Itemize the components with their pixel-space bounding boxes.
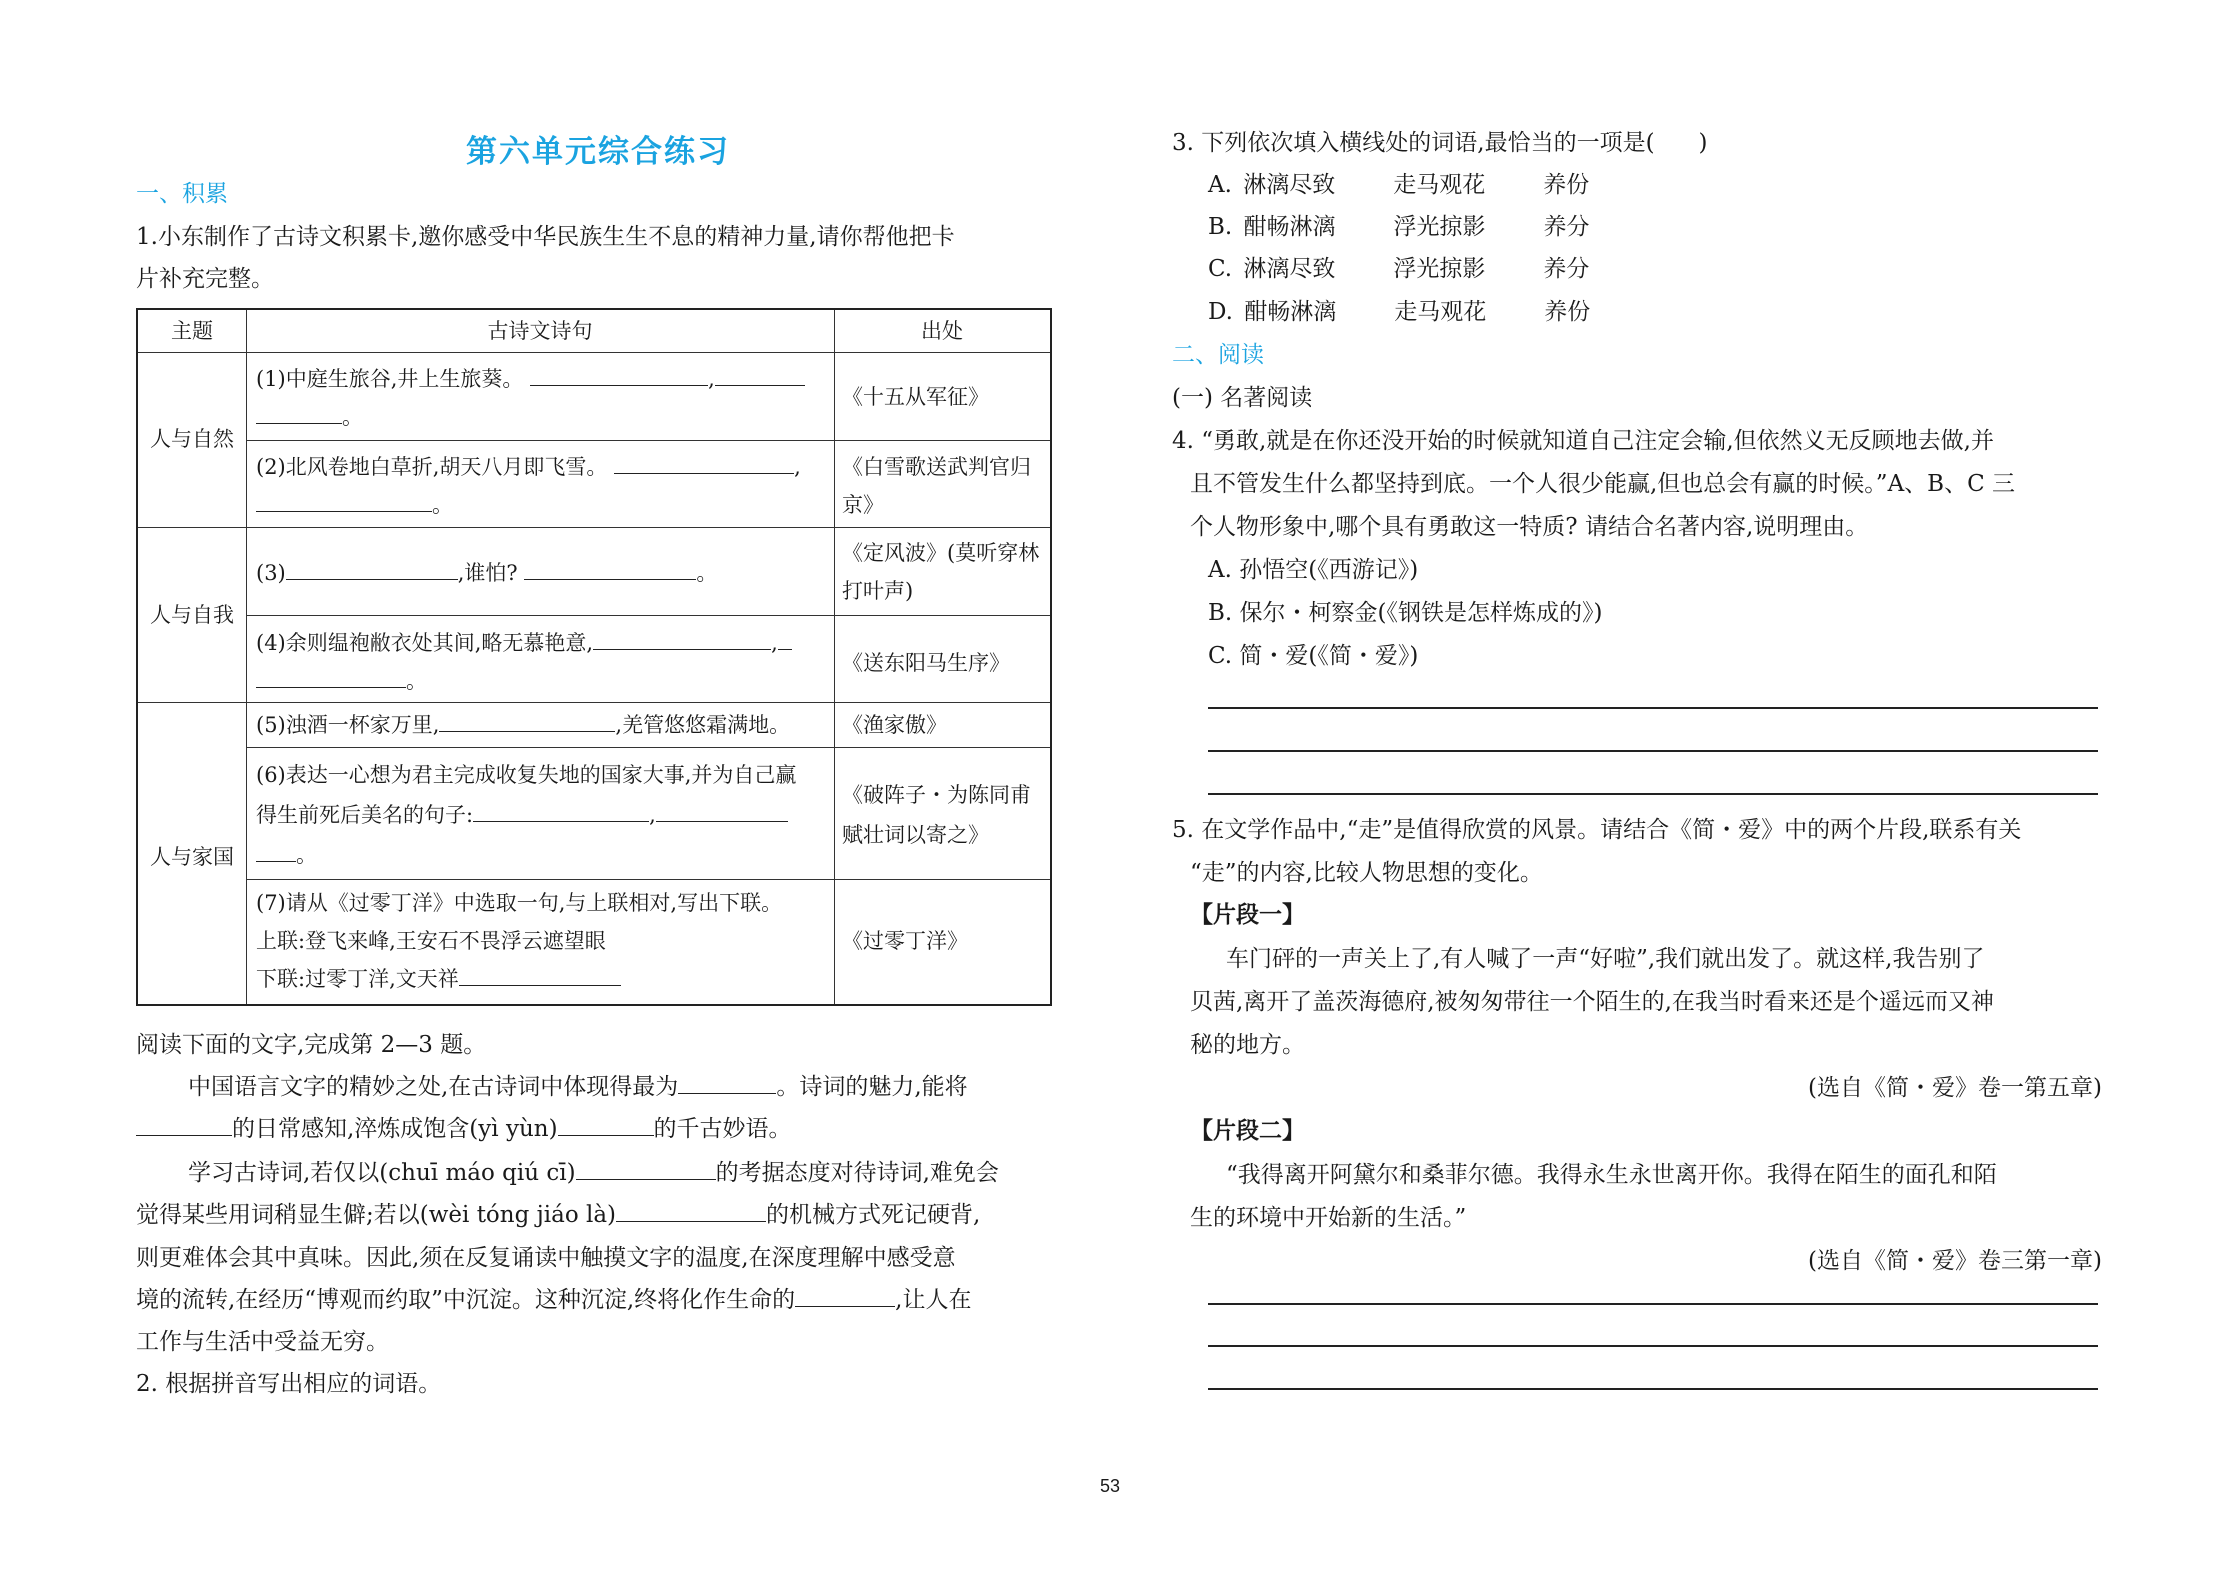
passage-line-3: 学习古诗词,若仅以(chuī máo qiú cī) 的考据态度对待诗词,难免会 xyxy=(188,1160,999,1186)
page-title: 第六单元综合练习 xyxy=(466,134,730,170)
question-1-line-1: 1.小东制作了古诗文积累卡,邀你感受中华民族生生不息的精神力量,请你帮他把卡 xyxy=(136,224,955,250)
q3-option-a[interactable]: A. 淋漓尽致 走马观花 养份 xyxy=(1208,172,1590,198)
fill-blank[interactable] xyxy=(530,365,708,386)
fragment-2-source: (选自《简・爱》卷三第一章) xyxy=(1808,1248,2102,1274)
question-5-line-1: 5. 在文学作品中,“走”是值得欣赏的风景。请结合《简・爱》中的两个片段,联系有关 xyxy=(1172,817,2022,843)
q3-option-b[interactable]: B. 酣畅淋漓 浮光掠影 养分 xyxy=(1208,214,1590,240)
fill-blank[interactable] xyxy=(439,711,615,732)
reading-instructions: 阅读下面的文字,完成第 2—3 题。 xyxy=(136,1032,487,1058)
source-row-3-line-2: 打叶声) xyxy=(842,579,914,603)
verse-row-2-cont: 。 xyxy=(256,486,453,524)
fill-blank[interactable] xyxy=(256,491,432,512)
fill-blank[interactable] xyxy=(715,365,805,386)
fill-blank[interactable] xyxy=(778,629,792,650)
fill-blank[interactable] xyxy=(473,801,649,822)
table-divider xyxy=(834,310,835,1004)
fill-blank[interactable] xyxy=(136,1115,232,1136)
verse-row-4-cont: 。 xyxy=(256,662,427,700)
fragment-1-line-3: 秘的地方。 xyxy=(1190,1032,1305,1058)
answer-line[interactable] xyxy=(1208,793,2098,795)
answer-line[interactable] xyxy=(1208,707,2098,709)
table-header-verse: 古诗文诗句 xyxy=(487,319,593,343)
fill-blank[interactable] xyxy=(286,559,458,580)
fill-blank[interactable] xyxy=(614,453,794,474)
passage-line-7: 工作与生活中受益无穷。 xyxy=(136,1329,389,1355)
fill-blank[interactable] xyxy=(256,841,296,862)
table-divider xyxy=(246,310,247,1004)
page-number: 53 xyxy=(1100,1476,1121,1496)
theme-country: 人与家国 xyxy=(150,845,234,869)
fragment-1-title: 【片段一】 xyxy=(1190,901,1305,928)
fill-blank[interactable] xyxy=(656,801,788,822)
source-row-4: 《送东阳马生序》 xyxy=(842,651,1010,675)
table-divider xyxy=(246,615,1050,616)
table-header-source: 出处 xyxy=(921,319,963,343)
fill-blank[interactable] xyxy=(616,1201,766,1222)
passage-line-4: 觉得某些用词稍显生僻;若以(wèi tóng jiáo là) 的机械方式死记硬背, xyxy=(136,1202,981,1228)
q4-option-c: C. 简・爱(《简・爱》) xyxy=(1208,643,1419,669)
source-row-1: 《十五从军征》 xyxy=(842,385,989,409)
verse-row-3: (3) ,谁怕? 。 xyxy=(256,561,718,585)
poetry-card-table xyxy=(136,308,1052,1006)
verse-row-2: (2)北风卷地白草折,胡天八月即飞雪。 , xyxy=(256,455,801,479)
verse-row-1: (1)中庭生旅谷,井上生旅葵。 , xyxy=(256,360,805,398)
fill-blank[interactable] xyxy=(256,667,406,688)
fill-blank[interactable] xyxy=(795,1286,895,1307)
fill-blank[interactable] xyxy=(558,1115,654,1136)
q4-option-b: B. 保尔・柯察金(《钢铁是怎样炼成的》) xyxy=(1208,600,1603,626)
answer-line[interactable] xyxy=(1208,1345,2098,1347)
source-row-6-line-2: 赋壮词以寄之》 xyxy=(842,823,989,847)
fill-blank[interactable] xyxy=(576,1159,716,1180)
question-4-line-3: 个人物形象中,哪个具有勇敢这一特质? 请结合名著内容,说明理由。 xyxy=(1190,514,1869,540)
answer-line[interactable] xyxy=(1208,1303,2098,1305)
answer-line[interactable] xyxy=(1208,1388,2098,1390)
answer-line[interactable] xyxy=(1208,750,2098,752)
fragment-2-line-2: 生的环境中开始新的生活。” xyxy=(1190,1205,1467,1231)
verse-row-7-line-3: 下联:过零丁洋,文天祥 xyxy=(256,960,621,998)
verse-row-1-cont: 。 xyxy=(256,398,363,436)
passage-line-6: 境的流转,在经历“博观而约取”中沉淀。这种沉淀,终将化作生命的 ,让人在 xyxy=(136,1287,972,1313)
fill-blank[interactable] xyxy=(459,965,621,986)
fill-blank[interactable] xyxy=(678,1073,776,1094)
theme-self: 人与自我 xyxy=(150,603,234,627)
theme-nature: 人与自然 xyxy=(150,427,234,451)
subsection-classics: (一) 名著阅读 xyxy=(1172,385,1313,411)
section-heading-accumulation: 一、积累 xyxy=(136,181,228,207)
fragment-1-line-2: 贝茜,离开了盖茨海德府,被匆匆带往一个陌生的,在我当时看来还是个遥远而又神 xyxy=(1190,989,1994,1015)
source-row-2-line-2: 京》 xyxy=(842,493,884,517)
question-5-line-2: “走”的内容,比较人物思想的变化。 xyxy=(1190,860,1543,886)
q3-option-d[interactable]: D. 酣畅淋漓 走马观花 养份 xyxy=(1208,299,1591,325)
verse-row-7-line-1: (7)请从《过零丁洋》中选取一句,与上联相对,写出下联。 xyxy=(256,891,783,915)
verse-row-6-line-3: 。 xyxy=(256,836,317,874)
table-divider xyxy=(138,527,1050,528)
source-row-2-line-1: 《白雪歌送武判官归 xyxy=(842,455,1031,479)
verse-row-6-line-1: (6)表达一心想为君主完成收复失地的国家大事,并为自己赢 xyxy=(256,763,797,787)
passage-line-1: 中国语言文字的精妙之处,在古诗词中体现得最为 。诗词的魅力,能将 xyxy=(188,1074,968,1100)
question-3: 3. 下列依次填入横线处的词语,最恰当的一项是( ) xyxy=(1172,130,1708,156)
fragment-1-line-1: 车门砰的一声关上了,有人喊了一声“好啦”,我们就出发了。就这样,我告别了 xyxy=(1226,946,1985,972)
question-4-line-2: 且不管发生什么都坚持到底。一个人很少能赢,但也总会有赢的时候。”A、B、C 三 xyxy=(1190,471,2015,497)
source-row-5: 《渔家傲》 xyxy=(842,713,947,737)
question-1-line-2: 片补充完整。 xyxy=(136,266,274,292)
section-heading-reading: 二、阅读 xyxy=(1172,342,1264,368)
table-divider xyxy=(138,352,1050,353)
fragment-1-source: (选自《简・爱》卷一第五章) xyxy=(1808,1075,2102,1101)
verse-row-7-line-2: 上联:登飞来峰,王安石不畏浮云遮望眼 xyxy=(256,929,606,953)
passage-line-2: 的日常感知,淬炼成饱含(yì yùn) 的千古妙语。 xyxy=(136,1114,792,1144)
source-row-7: 《过零丁洋》 xyxy=(842,929,968,953)
fragment-2-line-1: “我得离开阿黛尔和桑菲尔德。我得永生永世离开你。我得在陌生的面孔和陌 xyxy=(1226,1162,1997,1188)
q4-option-a: A. 孙悟空(《西游记》) xyxy=(1208,557,1419,583)
fill-blank[interactable] xyxy=(593,629,771,650)
verse-row-6-line-2: 得生前死后美名的句子: , xyxy=(256,796,788,834)
table-divider xyxy=(246,747,1050,748)
fill-blank[interactable] xyxy=(256,403,342,424)
passage-line-5: 则更难体会其中真味。因此,须在反复诵读中触摸文字的温度,在深度理解中感受意 xyxy=(136,1245,956,1271)
table-divider xyxy=(138,702,1050,703)
table-divider xyxy=(246,440,1050,441)
verse-row-5: (5)浊酒一杯家万里, ,羌管悠悠霜满地。 xyxy=(256,713,791,737)
table-divider xyxy=(246,879,1050,880)
fill-blank[interactable] xyxy=(524,559,696,580)
source-row-3-line-1: 《定风波》(莫听穿林 xyxy=(842,541,1040,565)
question-4-line-1: 4. “勇敢,就是在你还没开始的时候就知道自己注定会输,但依然义无反顾地去做,并 xyxy=(1172,428,1994,454)
q3-option-c[interactable]: C. 淋漓尽致 浮光掠影 养分 xyxy=(1208,256,1590,282)
source-row-6-line-1: 《破阵子・为陈同甫 xyxy=(842,783,1031,807)
table-header-theme: 主题 xyxy=(171,319,213,343)
question-2: 2. 根据拼音写出相应的词语。 xyxy=(136,1371,442,1397)
fragment-2-title: 【片段二】 xyxy=(1190,1117,1305,1144)
verse-row-4: (4)余则缊袍敝衣处其间,略无慕艳意, , xyxy=(256,624,792,662)
